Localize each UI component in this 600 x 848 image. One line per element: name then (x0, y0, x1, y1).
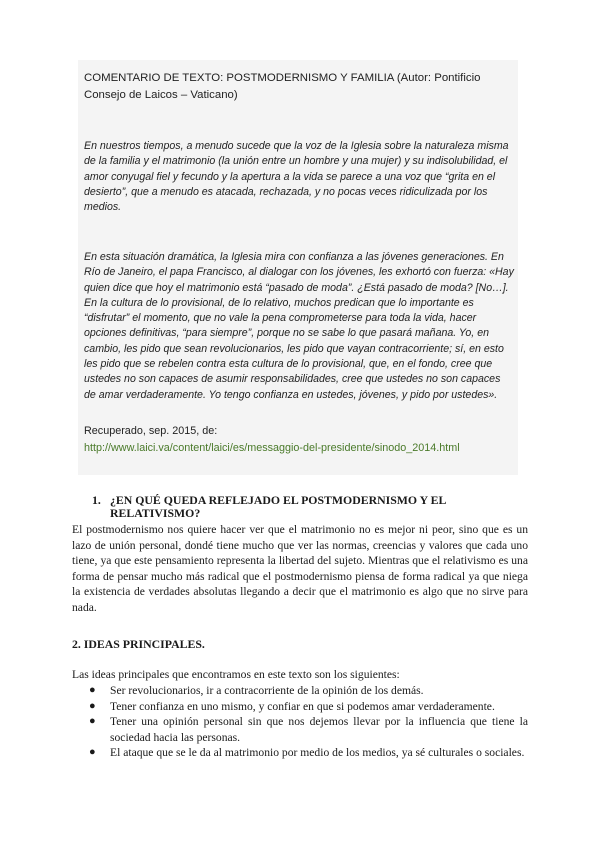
bullet-icon: ● (89, 699, 96, 712)
section-1-number: 1. (92, 493, 101, 507)
source-citation (84, 423, 514, 457)
list-item (72, 745, 528, 761)
section-1-heading-text: ¿EN QUÉ QUEDA REFLEJADO EL POSTMODERNISMO Y EL RELATIVISMO? (110, 493, 446, 520)
bullet-icon: ● (89, 715, 96, 727)
ideas-list (72, 683, 528, 761)
list-item-text: Tener una opinión personal sin que nos dejemos llevar por la influencia que tiene la sociedad hacia las personas. (110, 715, 528, 744)
source-label: Recuperado, sep. 2015, de: (84, 425, 218, 437)
list-item-text: Tener confianza en uno mismo, y confiar en que si podemos amar verdaderamente. (110, 699, 495, 713)
quote-paragraph-2: En esta situación dramática, la Iglesia mira con confianza a las jóvenes generaciones. En Río de Janeiro, el papa Francisco, al dialogar con los jóvenes, les exhortó con fuerza: «Hay quien dice que hoy el matrimonio está “pasado de moda”. ¿Está pasado de moda? [No…]. En la cultura de lo provisional, de lo relativo, muchos predican que lo importante es “disfrutar” el momento, que no vale la pena comprometerse para toda la vida, hacer opciones definitivas, “para siempre”, porque no se sabe lo que pasará mañana. Yo, en cambio, les pido que sean revolucionarios, les pido que vayan contracorriente; sí, en esto les pido que se rebelen contra esta cultura de lo provisional, que, en el fondo, cree que ustedes no son capaces de asumir responsabilidades, cree que ustedes no son capaces de amar verdaderamente. Yo tengo confianza en ustedes, jóvenes, y pido por ustedes». (84, 251, 514, 401)
bullet-icon: ● (89, 684, 96, 696)
source-link[interactable]: http://www.laici.va/content/laici/es/messaggio-del-presidente/sinodo_2014.html (84, 442, 460, 454)
list-item-text: El ataque que se le da al matrimonio por medio de los medios, ya sé culturales o sociales. (110, 746, 525, 759)
section-1-heading (92, 494, 472, 520)
list-item-text: Ser revolucionarios, ir a contracorriente de la opinión de los demás. (110, 684, 424, 697)
document-title: COMENTARIO DE TEXTO: POSTMODERNISMO Y FAMILIA (Autor: Pontificio Consejo de Laicos – Vaticano) (84, 72, 481, 101)
bullet-icon: ● (89, 746, 96, 758)
list-item (72, 683, 528, 699)
list-item (72, 714, 528, 745)
list-item (72, 699, 528, 715)
section-2-heading: 2. IDEAS PRINCIPALES. (72, 637, 205, 651)
section-2-intro: Las ideas principales que encontramos en este texto son los siguientes: (72, 668, 400, 681)
section-1-body: El postmodernismo nos quiere hacer ver que el matrimonio no es mejor ni peor, sino que es un lazo de unión personal, dondé tiene mucho que ver las normas, creencias y valores que cada uno tiene, ya que este pensamiento representa la libertad del sujeto. Mientras que el relativismo es una forma de pensar mucho más radical que el postmodernismo piensa de forma radical ya que niega la existencia de verdades absolutas llegando a decir que el matrimonio es algo que no sirve para nada. (72, 523, 528, 614)
quote-paragraph-1: En nuestros tiempos, a menudo sucede que la voz de la Iglesia sobre la naturaleza misma de la familia y el matrimonio (la unión entre un hombre y una mujer) y su indisolubilidad, el amor conyugal fiel y fecundo y la apertura a la vida se parece a una voz que “grita en el desierto”, que a menudo es atacada, rechazada, y no pocas veces ridiculizada por los medios. (84, 140, 509, 214)
